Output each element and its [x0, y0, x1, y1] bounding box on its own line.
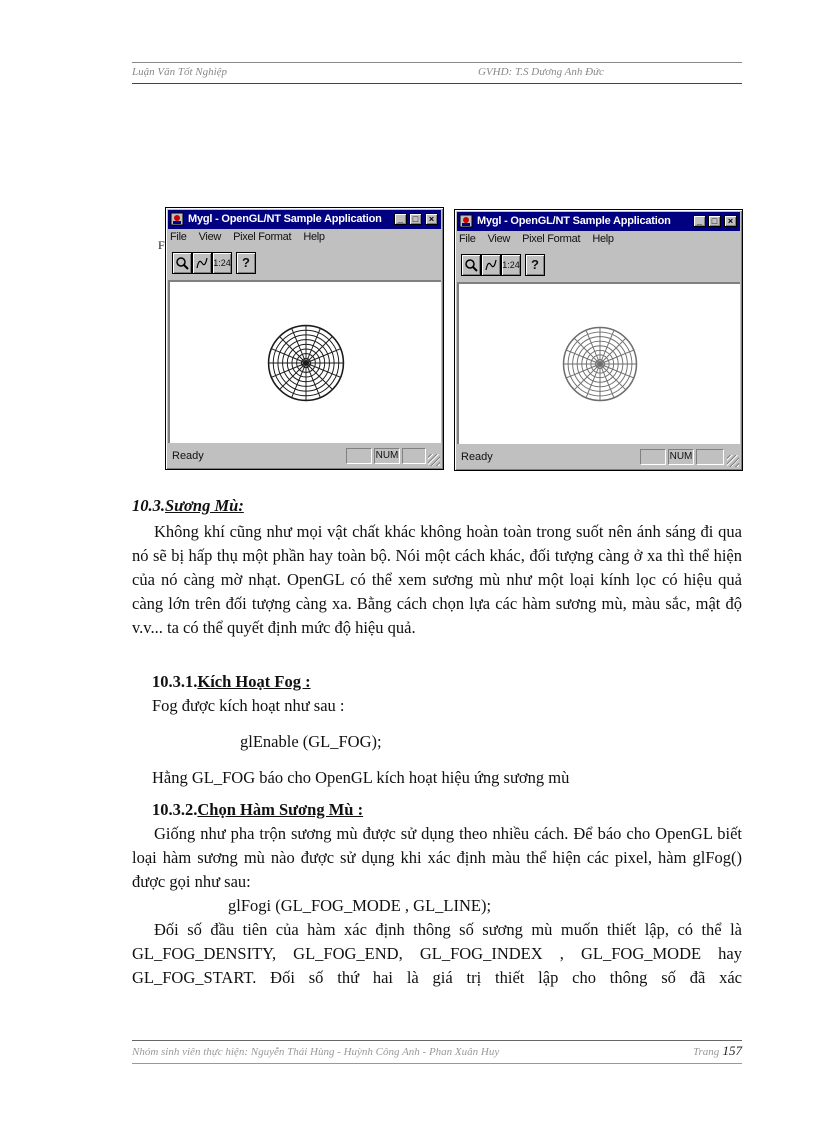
title-bar[interactable] — [168, 210, 441, 229]
status-bar — [168, 445, 441, 467]
toolbar — [459, 254, 559, 278]
page-number-value: 157 — [722, 1043, 742, 1058]
menu-view[interactable]: View — [487, 233, 511, 245]
title-bar[interactable] — [457, 212, 740, 231]
window-title: Mygl - OpenGL/NT Sample Application — [477, 215, 671, 227]
magnifier-icon[interactable] — [461, 254, 481, 276]
render-area — [457, 282, 740, 444]
section-number: 10.3. — [132, 496, 165, 515]
help-icon[interactable]: ? — [525, 254, 545, 276]
app-icon — [170, 212, 184, 226]
section-title: Sương Mù: — [165, 496, 244, 515]
close-button[interactable]: × — [724, 215, 737, 227]
status-pane-empty-2 — [402, 448, 426, 464]
menu-file[interactable]: File — [459, 233, 476, 245]
num-lock-indicator: NUM — [374, 448, 400, 464]
close-button[interactable]: × — [425, 213, 438, 225]
fog-argument-paragraph: Đối số đầu tiên của hàm xác định thông số sương mù muốn thiết lập, có thể là GL_FOG_DENSITY, GL_FOG_END, GL_FOG_INDEX , GL_FOG_MODE hay GL_FOG_START. Đối số thứ hai là giá trị thiết lập cho thông số đã xác — [132, 920, 742, 987]
curve-icon[interactable] — [481, 254, 501, 276]
status-pane-empty — [346, 448, 372, 464]
app-icon — [459, 214, 473, 228]
header-advisor: GVHD: T.S Dương Anh Đức — [478, 66, 604, 78]
main-text — [132, 494, 742, 990]
status-pane-empty — [640, 449, 666, 465]
subsection-1-title: Kích Hoạt Fog : — [197, 672, 311, 691]
resize-grip[interactable] — [428, 454, 440, 466]
maximize-button[interactable]: □ — [708, 215, 721, 227]
section-paragraph: Không khí cũng như mọi vật chất khác không hoàn toàn trong suốt nên ánh sáng đi qua nó sẽ bị hấp thụ một phần hay toàn bộ. Nói một cách khác, đối tượng càng ở xa thì thể hiện của nó càng mờ nhạt. OpenGL có thể xem sương mù như một loại kính lọc có hiệu quả càng lớn trên đối tượng càng xa. Bằng cách chọn lựa các hàm sương mù, màu sắc, mật độ v.v... ta có thể quyết định mức độ hiệu quả. — [132, 522, 742, 637]
resize-grip[interactable] — [727, 455, 739, 467]
status-text: Ready — [461, 451, 493, 463]
page-header — [132, 62, 742, 84]
subsection-2-number: 10.3.2. — [152, 800, 198, 819]
num-lock-indicator: NUM — [668, 449, 694, 465]
menu-help[interactable]: Help — [592, 233, 614, 245]
zoom-ratio-button[interactable]: 1:24 — [501, 254, 521, 276]
code-glfogi: glFogi (GL_FOG_MODE , GL_LINE); — [228, 896, 492, 915]
window-title: Mygl - OpenGL/NT Sample Application — [188, 213, 382, 225]
status-pane-empty-2 — [696, 449, 724, 465]
stray-caption-char: F — [158, 238, 165, 252]
header-thesis-title: Luận Văn Tốt Nghiệp — [132, 66, 228, 78]
fog-intro: Fog được kích hoạt như sau : — [152, 696, 345, 715]
page-footer — [132, 1040, 742, 1064]
zoom-ratio-button[interactable]: 1:24 — [212, 252, 232, 274]
fog-function-paragraph: Giống như pha trộn sương mù được sử dụng theo nhiều cách. Để báo cho OpenGL biết loại hàm sương mù nào được sử dụng khi xác định màu thể hiện các pixel, hàm glFog() được gọi như sau: — [132, 824, 742, 891]
toolbar — [170, 252, 270, 276]
menu-pixel-format[interactable]: Pixel Format — [522, 233, 581, 245]
subsection-2-title: Chọn Hàm Sương Mù : — [197, 800, 364, 819]
wireframe-sphere — [267, 324, 345, 402]
menu-bar — [170, 231, 334, 247]
opengl-window-light-fog — [454, 209, 743, 471]
section-heading — [132, 494, 742, 518]
opengl-window-dense-fog — [165, 207, 444, 470]
footer-authors: Nhóm sinh viên thực hiện: Nguyễn Thái Hùng - Huỳnh Công Anh - Phan Xuân Huy — [132, 1046, 500, 1058]
menu-view[interactable]: View — [198, 231, 222, 243]
page-word: Trang — [692, 1046, 720, 1058]
magnifier-icon[interactable] — [172, 252, 192, 274]
curve-icon[interactable] — [192, 252, 212, 274]
maximize-button[interactable]: □ — [409, 213, 422, 225]
menu-pixel-format[interactable]: Pixel Format — [233, 231, 292, 243]
status-text: Ready — [172, 450, 204, 462]
minimize-button[interactable]: _ — [394, 213, 407, 225]
menu-file[interactable]: File — [170, 231, 187, 243]
help-icon[interactable]: ? — [236, 252, 256, 274]
fog-note: Hằng GL_FOG báo cho OpenGL kích hoạt hiệu ứng sương mù — [152, 768, 570, 787]
minimize-button[interactable]: _ — [693, 215, 706, 227]
menu-bar — [459, 233, 623, 249]
subsection-heading-2 — [152, 798, 742, 822]
menu-help[interactable]: Help — [303, 231, 325, 243]
page-number — [693, 1043, 742, 1059]
wireframe-sphere — [562, 326, 638, 402]
status-bar — [457, 446, 740, 468]
subsection-heading-1 — [152, 670, 742, 694]
subsection-1-number: 10.3.1. — [152, 672, 198, 691]
render-area — [168, 280, 441, 443]
code-glenable: glEnable (GL_FOG); — [240, 732, 382, 751]
